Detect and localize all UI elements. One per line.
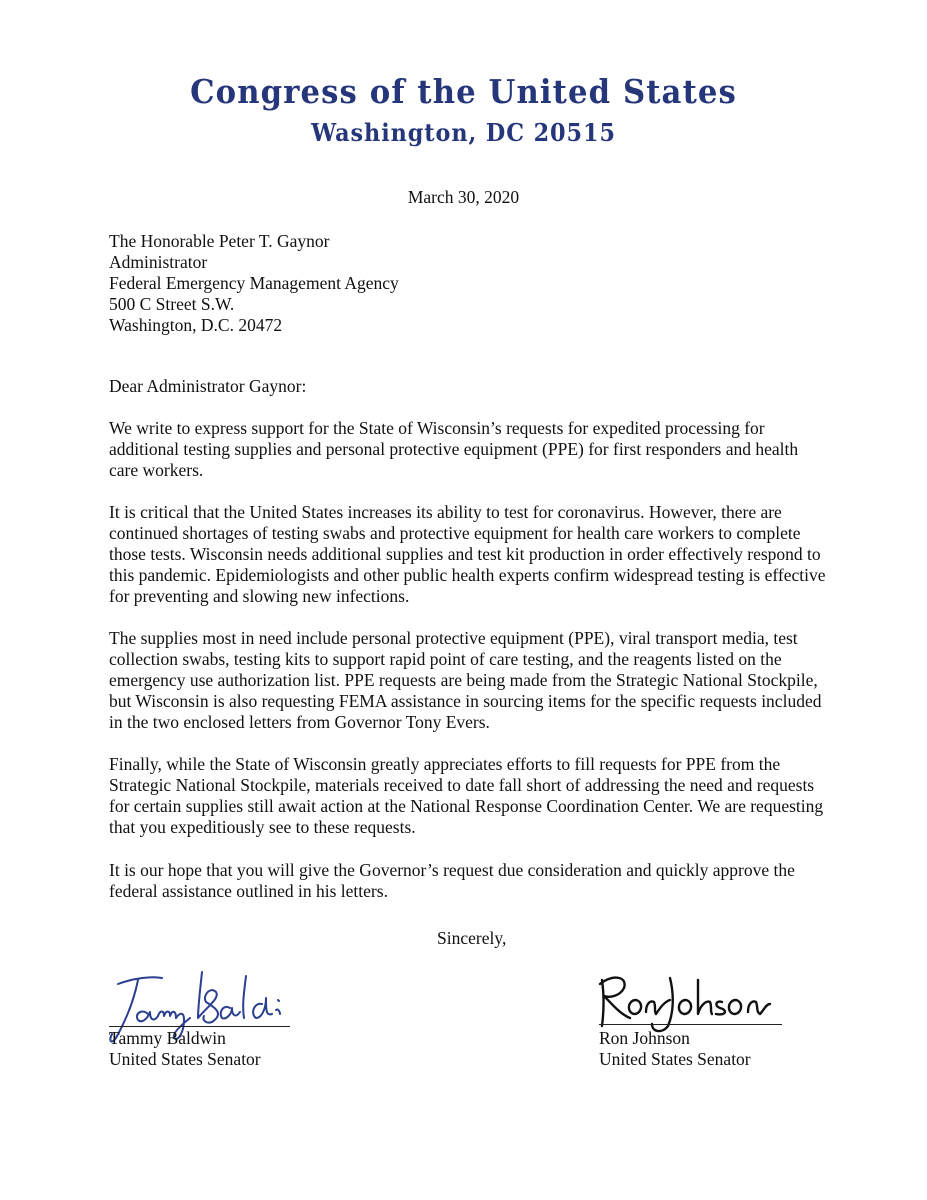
letterhead-title: Congress of the United States [190, 72, 737, 111]
body-paragraph: We write to express support for the State of Wisconsin’s requests for expedited processing for additional testing supplies and personal protective equipment (PPE) for first responders and health care workers. [109, 418, 799, 480]
recipient-line: Administrator [109, 252, 208, 272]
body-paragraph: The supplies most in need include personal protective equipment (PPE), viral transport media, test collection swabs, testing kits to support rapid point of care testing, and the reagents listed on the emergency use authorization list. PPE requests are being made from the Strategic National Stockpile, but Wisconsin is also requesting FEMA assistance in sourcing items for the specific requests included in the two enclosed letters from Governor Tony Evers. [109, 628, 822, 732]
recipient-address [109, 231, 829, 336]
signer-title: United States Senator [599, 1049, 751, 1069]
signer-block-left [109, 1028, 261, 1070]
letterhead-subtitle: Washington, DC 20515 [311, 118, 616, 147]
body-paragraph: Finally, while the State of Wisconsin greatly appreciates efforts to fill requests for PPE from the Strategic National Stockpile, materials received to date fall short of addressing the need and requests for certain supplies still await action at the National Response Coordination Center. We are requesting that you expeditiously see to these requests. [109, 754, 824, 837]
signature-line-left [109, 1026, 290, 1027]
signature-line-right [599, 1024, 782, 1025]
recipient-line: 500 C Street S.W. [109, 294, 235, 314]
signer-name: Ron Johnson [599, 1028, 690, 1048]
salutation: Dear Administrator Gaynor: [109, 376, 307, 396]
body-paragraph: It is our hope that you will give the Governor’s request due consideration and quickly approve the federal assistance outlined in his letters. [109, 860, 795, 901]
closing: Sincerely, [437, 928, 507, 948]
signer-title: United States Senator [109, 1049, 261, 1069]
body-paragraph: It is critical that the United States increases its ability to test for coronavirus. However, there are continued shortages of testing swabs and protective equipment for health care workers to complete those tests. Wisconsin needs additional supplies and test kit production in order effectively respond to this pandemic. Epidemiologists and other public health experts confirm widespread testing is effective for preventing and slowing new infections. [109, 502, 826, 606]
recipient-line: Washington, D.C. 20472 [109, 315, 283, 335]
recipient-line: The Honorable Peter T. Gaynor [109, 231, 330, 251]
signer-block-right [599, 1028, 751, 1070]
letter-date: March 30, 2020 [407, 187, 520, 207]
signer-name: Tammy Baldwin [109, 1028, 226, 1048]
recipient-line: Federal Emergency Management Agency [109, 273, 399, 293]
